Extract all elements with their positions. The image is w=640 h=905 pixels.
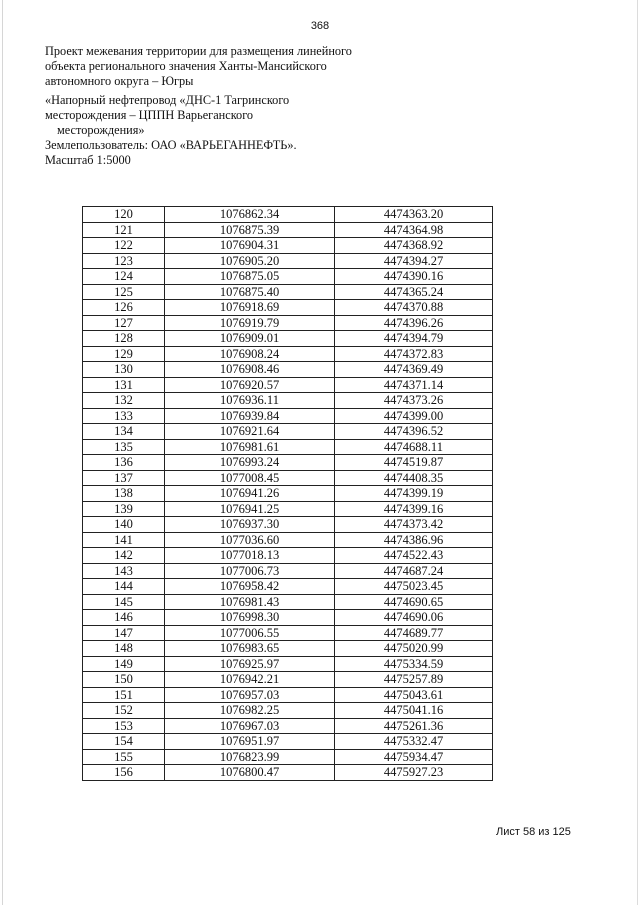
page-number: 368 <box>310 20 330 32</box>
table-row <box>83 563 493 579</box>
point-number-cell: 120 <box>83 207 165 223</box>
y-coordinate-cell: 4474519.87 <box>335 455 493 471</box>
table-row <box>83 284 493 300</box>
y-coordinate-cell: 4474687.24 <box>335 563 493 579</box>
x-coordinate-cell: 1076981.43 <box>165 594 335 610</box>
x-coordinate-cell: 1076918.69 <box>165 300 335 316</box>
x-coordinate-cell: 1076998.30 <box>165 610 335 626</box>
table-row <box>83 253 493 269</box>
x-coordinate-cell: 1076800.47 <box>165 765 335 781</box>
table-row <box>83 548 493 564</box>
x-coordinate-cell: 1077006.73 <box>165 563 335 579</box>
point-number-cell: 145 <box>83 594 165 610</box>
point-number-cell: 132 <box>83 393 165 409</box>
y-coordinate-cell: 4475332.47 <box>335 734 493 750</box>
document-header <box>45 44 385 169</box>
table-row <box>83 734 493 750</box>
table-row <box>83 610 493 626</box>
x-coordinate-cell: 1076942.21 <box>165 672 335 688</box>
y-coordinate-cell: 4474390.16 <box>335 269 493 285</box>
point-number-cell: 153 <box>83 718 165 734</box>
point-number-cell: 126 <box>83 300 165 316</box>
x-coordinate-cell: 1076936.11 <box>165 393 335 409</box>
y-coordinate-cell: 4474364.98 <box>335 222 493 238</box>
point-number-cell: 151 <box>83 687 165 703</box>
y-coordinate-cell: 4474690.65 <box>335 594 493 610</box>
point-number-cell: 127 <box>83 315 165 331</box>
table-row <box>83 749 493 765</box>
y-coordinate-cell: 4474363.20 <box>335 207 493 223</box>
x-coordinate-cell: 1076983.65 <box>165 641 335 657</box>
y-coordinate-cell: 4475934.47 <box>335 749 493 765</box>
y-coordinate-cell: 4475261.36 <box>335 718 493 734</box>
y-coordinate-cell: 4475927.23 <box>335 765 493 781</box>
y-coordinate-cell: 4475257.89 <box>335 672 493 688</box>
x-coordinate-cell: 1076908.46 <box>165 362 335 378</box>
table-row <box>83 408 493 424</box>
table-row <box>83 594 493 610</box>
table-row <box>83 315 493 331</box>
y-coordinate-cell: 4474369.49 <box>335 362 493 378</box>
x-coordinate-cell: 1077006.55 <box>165 625 335 641</box>
table-row <box>83 641 493 657</box>
y-coordinate-cell: 4475020.99 <box>335 641 493 657</box>
x-coordinate-cell: 1076921.64 <box>165 424 335 440</box>
header-line: месторождения – ЦППН Варьеганского <box>45 107 254 122</box>
sheet-counter: Лист 58 из 125 <box>496 826 571 838</box>
table-row <box>83 625 493 641</box>
x-coordinate-cell: 1076875.05 <box>165 269 335 285</box>
y-coordinate-cell: 4474365.24 <box>335 284 493 300</box>
y-coordinate-cell: 4475043.61 <box>335 687 493 703</box>
header-line: объекта регионального значения Ханты-Мансийского <box>45 59 327 74</box>
point-number-cell: 139 <box>83 501 165 517</box>
point-number-cell: 122 <box>83 238 165 254</box>
point-number-cell: 128 <box>83 331 165 347</box>
point-number-cell: 121 <box>83 222 165 238</box>
x-coordinate-cell: 1076939.84 <box>165 408 335 424</box>
table-row <box>83 486 493 502</box>
point-number-cell: 154 <box>83 734 165 750</box>
y-coordinate-cell: 4474386.96 <box>335 532 493 548</box>
x-coordinate-cell: 1076905.20 <box>165 253 335 269</box>
y-coordinate-cell: 4474396.26 <box>335 315 493 331</box>
table-row <box>83 439 493 455</box>
y-coordinate-cell: 4474689.77 <box>335 625 493 641</box>
point-number-cell: 130 <box>83 362 165 378</box>
point-number-cell: 131 <box>83 377 165 393</box>
table-row <box>83 765 493 781</box>
point-number-cell: 156 <box>83 765 165 781</box>
x-coordinate-cell: 1076862.34 <box>165 207 335 223</box>
table-row <box>83 269 493 285</box>
point-number-cell: 147 <box>83 625 165 641</box>
scan-edge-right <box>637 0 638 905</box>
table-row <box>83 656 493 672</box>
point-number-cell: 137 <box>83 470 165 486</box>
table-row <box>83 579 493 595</box>
x-coordinate-cell: 1076967.03 <box>165 718 335 734</box>
table-row <box>83 703 493 719</box>
point-number-cell: 129 <box>83 346 165 362</box>
table-row <box>83 377 493 393</box>
table-row <box>83 393 493 409</box>
table-row <box>83 362 493 378</box>
x-coordinate-cell: 1077036.60 <box>165 532 335 548</box>
point-number-cell: 143 <box>83 563 165 579</box>
point-number-cell: 148 <box>83 641 165 657</box>
point-number-cell: 136 <box>83 455 165 471</box>
point-number-cell: 123 <box>83 253 165 269</box>
y-coordinate-cell: 4474399.16 <box>335 501 493 517</box>
point-number-cell: 125 <box>83 284 165 300</box>
y-coordinate-cell: 4474373.26 <box>335 393 493 409</box>
header-line: Землепользователь: ОАО «ВАРЬЕГАННЕФТЬ». <box>45 138 297 153</box>
point-number-cell: 142 <box>83 548 165 564</box>
y-coordinate-cell: 4474394.27 <box>335 253 493 269</box>
x-coordinate-cell: 1076993.24 <box>165 455 335 471</box>
x-coordinate-cell: 1076920.57 <box>165 377 335 393</box>
point-number-cell: 149 <box>83 656 165 672</box>
x-coordinate-cell: 1076919.79 <box>165 315 335 331</box>
y-coordinate-cell: 4474368.92 <box>335 238 493 254</box>
header-line: «Напорный нефтепровод «ДНС-1 Тагринского <box>45 92 290 107</box>
table-row <box>83 331 493 347</box>
point-number-cell: 152 <box>83 703 165 719</box>
point-number-cell: 144 <box>83 579 165 595</box>
table-row <box>83 238 493 254</box>
x-coordinate-cell: 1076941.25 <box>165 501 335 517</box>
y-coordinate-cell: 4475023.45 <box>335 579 493 595</box>
table-row <box>83 424 493 440</box>
x-coordinate-cell: 1076982.25 <box>165 703 335 719</box>
coordinates-table-body <box>83 207 493 781</box>
point-number-cell: 138 <box>83 486 165 502</box>
x-coordinate-cell: 1076875.39 <box>165 222 335 238</box>
table-row <box>83 532 493 548</box>
y-coordinate-cell: 4474372.83 <box>335 346 493 362</box>
header-line: Проект межевания территории для размещения линейного <box>45 44 352 58</box>
y-coordinate-cell: 4474396.52 <box>335 424 493 440</box>
y-coordinate-cell: 4474399.19 <box>335 486 493 502</box>
x-coordinate-cell: 1076951.97 <box>165 734 335 750</box>
header-line: автономного округа – Югры <box>45 74 194 89</box>
x-coordinate-cell: 1077018.13 <box>165 548 335 564</box>
point-number-cell: 134 <box>83 424 165 440</box>
table-row <box>83 207 493 223</box>
y-coordinate-cell: 4474394.79 <box>335 331 493 347</box>
y-coordinate-cell: 4475334.59 <box>335 656 493 672</box>
table-row <box>83 501 493 517</box>
x-coordinate-cell: 1076909.01 <box>165 331 335 347</box>
y-coordinate-cell: 4474373.42 <box>335 517 493 533</box>
table-row <box>83 222 493 238</box>
y-coordinate-cell: 4475041.16 <box>335 703 493 719</box>
y-coordinate-cell: 4474522.43 <box>335 548 493 564</box>
x-coordinate-cell: 1076937.30 <box>165 517 335 533</box>
table-row <box>83 300 493 316</box>
x-coordinate-cell: 1076941.26 <box>165 486 335 502</box>
scan-edge-left <box>2 0 3 905</box>
point-number-cell: 155 <box>83 749 165 765</box>
x-coordinate-cell: 1076875.40 <box>165 284 335 300</box>
y-coordinate-cell: 4474371.14 <box>335 377 493 393</box>
point-number-cell: 124 <box>83 269 165 285</box>
point-number-cell: 135 <box>83 439 165 455</box>
table-row <box>83 455 493 471</box>
x-coordinate-cell: 1077008.45 <box>165 470 335 486</box>
x-coordinate-cell: 1076957.03 <box>165 687 335 703</box>
table-row <box>83 346 493 362</box>
y-coordinate-cell: 4474399.00 <box>335 408 493 424</box>
coordinates-table <box>82 206 493 781</box>
point-number-cell: 140 <box>83 517 165 533</box>
table-row <box>83 517 493 533</box>
x-coordinate-cell: 1076823.99 <box>165 749 335 765</box>
table-row <box>83 718 493 734</box>
point-number-cell: 146 <box>83 610 165 626</box>
table-row <box>83 470 493 486</box>
x-coordinate-cell: 1076908.24 <box>165 346 335 362</box>
header-line: Масштаб 1:5000 <box>45 153 131 168</box>
header-line: месторождения» <box>57 123 145 138</box>
x-coordinate-cell: 1076904.31 <box>165 238 335 254</box>
point-number-cell: 150 <box>83 672 165 688</box>
point-number-cell: 141 <box>83 532 165 548</box>
point-number-cell: 133 <box>83 408 165 424</box>
y-coordinate-cell: 4474688.11 <box>335 439 493 455</box>
y-coordinate-cell: 4474370.88 <box>335 300 493 316</box>
table-row <box>83 687 493 703</box>
x-coordinate-cell: 1076981.61 <box>165 439 335 455</box>
table-row <box>83 672 493 688</box>
y-coordinate-cell: 4474690.06 <box>335 610 493 626</box>
x-coordinate-cell: 1076958.42 <box>165 579 335 595</box>
x-coordinate-cell: 1076925.97 <box>165 656 335 672</box>
y-coordinate-cell: 4474408.35 <box>335 470 493 486</box>
